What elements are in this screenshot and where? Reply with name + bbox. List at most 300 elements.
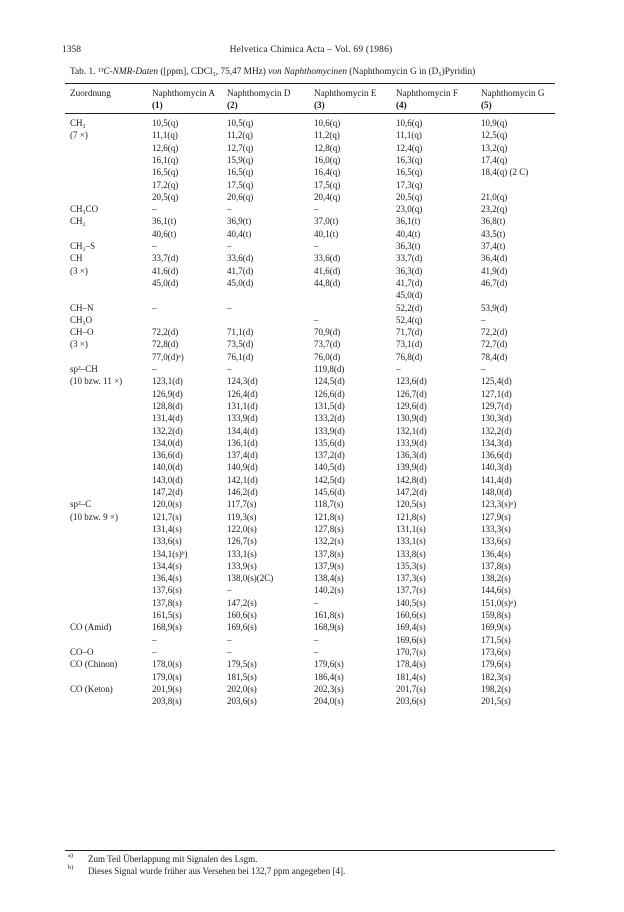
shift-cell: 136,4(s) — [152, 573, 182, 584]
table-row — [0, 117, 624, 129]
shift-cell: 170,7(s) — [396, 646, 426, 657]
shift-cell: 40,6(t) — [152, 228, 177, 239]
shift-cell: 137,7(s) — [396, 585, 426, 596]
shift-cell: 140,2(s) — [314, 585, 344, 596]
shift-cell: 134,3(d) — [481, 437, 512, 448]
shift-cell: 138,2(s) — [481, 573, 511, 584]
table-top-rule — [65, 83, 555, 84]
caption-title: ¹³C-NMR-Daten — [97, 67, 159, 77]
shift-cell: 136,6(d) — [152, 450, 183, 461]
shift-cell: 146,2(d) — [227, 487, 258, 497]
shift-cell: 17,5(q) — [314, 179, 341, 190]
shift-cell: 144,6(s) — [481, 585, 511, 596]
shift-cell: 40,4(t) — [396, 228, 421, 239]
shift-cell: 137,8(s) — [314, 548, 344, 559]
shift-cell: 134,0(d) — [152, 437, 183, 448]
footnote-b: b) Dieses Signal wurde früher aus Versehen bei 132,7 ppm angegeben [4]. — [68, 864, 346, 876]
row-assignment: CH₂–S — [70, 241, 96, 251]
table-row — [0, 461, 624, 473]
shift-cell: 117,7(s) — [227, 499, 257, 510]
column-header-naphthomycin-f: Naphthomycin F (4) — [396, 88, 459, 110]
shift-cell: 169,9(s) — [481, 622, 511, 633]
shift-cell: 179,6(s) — [314, 659, 344, 670]
shift-cell: 178,4(s) — [396, 659, 426, 670]
shift-cell: 198,2(s) — [481, 683, 511, 694]
shift-cell: 179,6(s) — [481, 659, 511, 670]
shift-cell: – — [227, 634, 232, 645]
table-row — [0, 363, 624, 375]
table-row — [0, 203, 624, 215]
shift-cell: – — [152, 302, 157, 313]
table-row — [0, 412, 624, 424]
shift-cell: 171,5(s) — [481, 634, 511, 645]
shift-cell: 36,3(t) — [396, 241, 421, 251]
shift-cell: 147,2(s) — [227, 597, 257, 608]
shift-cell: 123,6(d) — [396, 376, 427, 387]
shift-cell: 126,7(s) — [227, 536, 257, 547]
shift-cell: 36,3(d) — [396, 265, 423, 276]
shift-cell: 161,8(s) — [314, 610, 344, 620]
shift-cell: 21,0(q) — [481, 191, 508, 202]
shift-cell: 52,2(d) — [396, 302, 423, 313]
shift-cell: 136,6(d) — [481, 450, 512, 461]
shift-cell: 169,4(s) — [396, 622, 426, 633]
shift-cell: – — [314, 646, 319, 657]
shift-cell: – — [152, 634, 157, 645]
caption-conditions: ([ppm], CDCl₃, 75,47 MHz) — [158, 67, 269, 77]
shift-cell: 11,1(q) — [396, 130, 422, 141]
row-assignment: (3 ×) — [70, 339, 88, 350]
shift-cell: 33,7(d) — [396, 253, 423, 264]
row-assignment: CH — [70, 253, 83, 264]
shift-cell: 41,9(d) — [481, 265, 508, 276]
shift-cell: 12,4(q) — [396, 142, 423, 153]
row-assignment: CH–O — [70, 327, 94, 338]
shift-cell: 120,0(s) — [152, 499, 182, 510]
table-row — [0, 215, 624, 227]
shift-cell: 203,6(s) — [396, 696, 426, 707]
shift-cell: 137,8(s) — [152, 597, 182, 608]
shift-cell: 128,8(d) — [152, 400, 183, 411]
shift-cell: 138,0(s)(2C) — [227, 573, 274, 584]
shift-cell: 142,5(d) — [314, 474, 345, 485]
table-row — [0, 511, 624, 523]
shift-cell: 17,3(q) — [396, 179, 423, 190]
table-row — [0, 584, 624, 596]
shift-cell: 12,7(q) — [227, 142, 254, 153]
shift-cell: 135,6(d) — [314, 437, 345, 448]
shift-cell: 76,1(d) — [227, 351, 254, 362]
shift-cell: 127,1(d) — [481, 388, 512, 399]
shift-cell: 133,9(d) — [396, 437, 427, 448]
shift-cell: 159,8(s) — [481, 610, 511, 620]
shift-cell: 133,9(d) — [314, 425, 345, 436]
shift-cell: 16,0(q) — [314, 154, 341, 165]
shift-cell: 13,2(q) — [481, 142, 508, 153]
shift-cell: 45,0(d) — [227, 277, 254, 288]
shift-cell: 181,4(s) — [396, 671, 426, 682]
shift-cell: 140,3(d) — [481, 462, 512, 473]
shift-cell: 33,6(d) — [227, 253, 254, 264]
table-caption — [70, 67, 560, 77]
footnote-a: a) Zum Teil Überlappung mit Signalen des Lsgm. — [68, 852, 258, 864]
shift-cell: 33,7(d) — [152, 253, 179, 264]
table-row — [0, 289, 624, 301]
shift-cell: 132,2(s) — [314, 536, 344, 547]
table-row — [0, 179, 624, 191]
shift-cell: – — [227, 241, 232, 251]
shift-cell: 151,0(s)ᵃ) — [481, 597, 517, 608]
shift-cell: 132,2(d) — [481, 425, 512, 436]
row-assignment: CH₂ — [70, 216, 86, 227]
shift-cell: 120,5(s) — [396, 499, 426, 510]
shift-cell: 20,4(q) — [314, 191, 341, 202]
shift-cell: – — [227, 585, 232, 596]
table-header-rule — [65, 113, 555, 114]
shift-cell: 72,7(d) — [481, 339, 508, 350]
row-assignment: CO–O — [70, 646, 94, 657]
column-header-naphthomycin-d: Naphthomycin D (2) — [227, 88, 291, 110]
shift-cell: 33,6(d) — [314, 253, 341, 264]
shift-cell: – — [152, 646, 157, 657]
shift-cell: 16,5(q) — [227, 167, 254, 178]
shift-cell: 169,6(s) — [227, 622, 257, 633]
row-assignment: CO (Keton) — [70, 683, 113, 694]
shift-cell: 121,7(s) — [152, 511, 182, 522]
shift-cell: 127,8(s) — [314, 523, 344, 534]
shift-cell: – — [314, 241, 319, 251]
table-row — [0, 400, 624, 412]
shift-cell: 126,6(d) — [314, 388, 345, 399]
table-row — [0, 265, 624, 277]
shift-cell: 201,5(s) — [481, 696, 511, 707]
table-row — [0, 683, 624, 695]
shift-cell: 168,9(s) — [152, 622, 182, 633]
caption-prefix: Tab. 1. — [70, 67, 98, 77]
shift-cell: 134,4(s) — [152, 560, 182, 571]
shift-cell: 118,7(s) — [314, 499, 344, 510]
shift-cell: 10,5(q) — [152, 118, 179, 128]
shift-cell: – — [227, 204, 232, 215]
shift-cell: 122,0(s) — [227, 523, 257, 534]
table-row — [0, 609, 624, 621]
row-assignment: (10 bzw. 9 ×) — [70, 511, 118, 522]
shift-cell: 121,8(s) — [396, 511, 426, 522]
shift-cell: 73,7(d) — [314, 339, 341, 350]
shift-cell: 133,1(s) — [396, 536, 426, 547]
shift-cell: 11,2(q) — [314, 130, 340, 141]
shift-cell: 136,1(d) — [227, 437, 258, 448]
table-bottom-rule — [65, 850, 555, 851]
shift-cell: 133,2(d) — [314, 413, 345, 424]
shift-cell: 134,1(s)ᵇ) — [152, 548, 188, 559]
shift-cell: 73,5(d) — [227, 339, 254, 350]
shift-cell: 36,8(t) — [481, 216, 506, 227]
shift-cell: 173,6(s) — [481, 646, 511, 657]
shift-cell: 179,5(s) — [227, 659, 257, 670]
shift-cell: 202,0(s) — [227, 683, 257, 694]
shift-cell: 147,2(d) — [152, 487, 183, 497]
shift-cell: 43,5(t) — [481, 228, 506, 239]
table-row — [0, 252, 624, 264]
shift-cell: 148,0(d) — [481, 487, 512, 497]
page-number: 1358 — [62, 45, 81, 55]
shift-cell: 137,8(s) — [481, 560, 511, 571]
shift-cell: 169,6(s) — [396, 634, 426, 645]
table-row — [0, 449, 624, 461]
shift-cell: 37,4(t) — [481, 241, 506, 251]
shift-cell: 36,1(t) — [396, 216, 421, 227]
table-row — [0, 228, 624, 240]
shift-cell: 201,7(s) — [396, 683, 426, 694]
table-row — [0, 388, 624, 400]
shift-cell: 204,0(s) — [314, 696, 344, 707]
shift-cell: 126,7(d) — [396, 388, 427, 399]
shift-cell: 131,4(s) — [152, 523, 182, 534]
shift-cell: 130,3(d) — [481, 413, 512, 424]
shift-cell: – — [314, 634, 319, 645]
shift-cell: 16,5(q) — [396, 167, 423, 178]
shift-cell: 137,3(s) — [396, 573, 426, 584]
shift-cell: 133,3(s) — [481, 523, 511, 534]
shift-cell: 129,7(d) — [481, 400, 512, 411]
shift-cell: 147,2(d) — [396, 487, 427, 497]
table-row — [0, 437, 624, 449]
shift-cell: 10,5(q) — [227, 118, 254, 128]
shift-cell: 130,9(d) — [396, 413, 427, 424]
table-row — [0, 326, 624, 338]
shift-cell: 203,6(s) — [227, 696, 257, 707]
shift-cell: 41,6(d) — [152, 265, 179, 276]
shift-cell: 17,4(q) — [481, 154, 508, 165]
row-assignment: CH₃ — [70, 118, 86, 128]
shift-cell: 139,9(d) — [396, 462, 427, 473]
column-header-naphthomycin-e: Naphthomycin E (3) — [314, 88, 377, 110]
shift-cell: 11,1(q) — [152, 130, 178, 141]
table-row — [0, 646, 624, 658]
table-row — [0, 338, 624, 350]
table-row — [0, 621, 624, 633]
shift-cell: 52,4(q) — [396, 314, 423, 325]
shift-cell: 18,4(q) (2 C) — [481, 167, 529, 178]
row-assignment: CH₃O — [70, 314, 93, 325]
shift-cell: 131,5(d) — [314, 400, 345, 411]
shift-cell: 127,9(s) — [481, 511, 511, 522]
table-row — [0, 474, 624, 486]
shift-cell: 45,0(d) — [152, 277, 179, 288]
shift-cell: 20,5(q) — [152, 191, 179, 202]
shift-cell: 41,7(d) — [396, 277, 423, 288]
caption-note: (Naphthomycin G in (D₅)Pyridin) — [346, 67, 476, 77]
row-assignment: CH–N — [70, 302, 94, 313]
table-row — [0, 425, 624, 437]
shift-cell: 10,6(q) — [396, 118, 423, 128]
row-assignment: (10 bzw. 11 ×) — [70, 376, 123, 387]
row-assignment: CH₃CO — [70, 204, 99, 215]
shift-cell: – — [227, 646, 232, 657]
shift-cell: 40,1(t) — [314, 228, 339, 239]
shift-cell: 44,8(d) — [314, 277, 341, 288]
shift-cell: – — [227, 364, 232, 374]
shift-cell: 12,6(q) — [152, 142, 179, 153]
shift-cell: 160,6(s) — [396, 610, 426, 620]
table-row — [0, 548, 624, 560]
shift-cell: 137,2(d) — [314, 450, 345, 461]
shift-cell: 36,1(t) — [152, 216, 177, 227]
table-row — [0, 302, 624, 314]
shift-cell: 133,6(s) — [152, 536, 182, 547]
shift-cell: 137,6(s) — [152, 585, 182, 596]
shift-cell: 133,9(s) — [227, 560, 257, 571]
table-row — [0, 240, 624, 252]
shift-cell: 131,1(d) — [227, 400, 258, 411]
table-row — [0, 535, 624, 547]
shift-cell: 123,3(s)ᵃ) — [481, 499, 517, 510]
shift-cell: 136,4(s) — [481, 548, 511, 559]
shift-cell: 36,9(t) — [227, 216, 252, 227]
shift-cell: 15,9(q) — [227, 154, 254, 165]
row-assignment: (3 ×) — [70, 265, 88, 276]
shift-cell: 129,6(d) — [396, 400, 427, 411]
shift-cell: 78,4(d) — [481, 351, 508, 362]
shift-cell: – — [314, 597, 319, 608]
shift-cell: 201,9(s) — [152, 683, 182, 694]
shift-cell: 186,4(s) — [314, 671, 344, 682]
shift-cell: 37,0(t) — [314, 216, 339, 227]
table-row — [0, 154, 624, 166]
shift-cell: 16,5(q) — [152, 167, 179, 178]
shift-cell: 140,0(d) — [152, 462, 183, 473]
table-row — [0, 671, 624, 683]
shift-cell: 36,4(d) — [481, 253, 508, 264]
shift-cell: 41,6(d) — [314, 265, 341, 276]
shift-cell: 142,1(d) — [227, 474, 258, 485]
table-row — [0, 523, 624, 535]
shift-cell: 136,3(d) — [396, 450, 427, 461]
caption-subject: von Naphthomycinen — [268, 67, 347, 77]
shift-cell: 53,9(d) — [481, 302, 508, 313]
shift-cell: 182,3(s) — [481, 671, 511, 682]
shift-cell: 137,9(s) — [314, 560, 344, 571]
row-assignment: (7 ×) — [70, 130, 88, 141]
shift-cell: 142,8(d) — [396, 474, 427, 485]
shift-cell: 124,5(d) — [314, 376, 345, 387]
shift-cell: – — [314, 314, 319, 325]
shift-cell: 126,9(d) — [152, 388, 183, 399]
table-row — [0, 634, 624, 646]
shift-cell: 141,4(d) — [481, 474, 512, 485]
table-row — [0, 486, 624, 498]
shift-cell: 131,1(s) — [396, 523, 426, 534]
shift-cell: – — [481, 314, 486, 325]
shift-cell: 202,3(s) — [314, 683, 344, 694]
shift-cell: 179,0(s) — [152, 671, 182, 682]
shift-cell: 71,1(d) — [227, 327, 254, 338]
shift-cell: 16,4(q) — [314, 167, 341, 178]
row-assignment: sp²–CH — [70, 364, 98, 374]
shift-cell: 11,2(q) — [227, 130, 253, 141]
shift-cell: 125,4(d) — [481, 376, 512, 387]
table-footnotes — [68, 853, 558, 877]
shift-cell: 40,4(t) — [227, 228, 252, 239]
table-row — [0, 351, 624, 363]
table-row — [0, 129, 624, 141]
table-row — [0, 695, 624, 707]
shift-cell: 126,4(d) — [227, 388, 258, 399]
row-assignment: CO (Amid) — [70, 622, 112, 633]
shift-cell: 160,6(s) — [227, 610, 257, 620]
shift-cell: 10,6(q) — [314, 118, 341, 128]
shift-cell: 140,9(d) — [227, 462, 258, 473]
row-assignment: sp²–C — [70, 499, 92, 510]
shift-cell: 143,0(d) — [152, 474, 183, 485]
shift-cell: 10,9(q) — [481, 118, 508, 128]
shift-cell: 12,8(q) — [314, 142, 341, 153]
table-row — [0, 375, 624, 387]
shift-cell: 132,1(d) — [396, 425, 427, 436]
shift-cell: – — [314, 204, 319, 215]
shift-cell: 119,8(d) — [314, 364, 345, 374]
shift-cell: 17,5(q) — [227, 179, 254, 190]
shift-cell: 72,2(d) — [152, 327, 179, 338]
shift-cell: 76,8(d) — [396, 351, 423, 362]
shift-cell: – — [481, 364, 486, 374]
table-row — [0, 498, 624, 510]
table-row — [0, 166, 624, 178]
table-row — [0, 191, 624, 203]
shift-cell: 23,0(q) — [396, 204, 423, 215]
shift-cell: 140,5(s) — [396, 597, 426, 608]
column-header-zuordnung: Zuordnung — [70, 88, 111, 98]
shift-cell: 133,1(s) — [227, 548, 257, 559]
column-header-naphthomycin-g: Naphthomycin G (5) — [481, 88, 545, 110]
shift-cell: – — [152, 241, 157, 251]
shift-cell: 23,2(q) — [481, 204, 508, 215]
shift-cell: 45,0(d) — [396, 290, 423, 301]
shift-cell: 132,2(d) — [152, 425, 183, 436]
row-assignment: CO (Chinon) — [70, 659, 118, 670]
shift-cell: 20,6(q) — [227, 191, 254, 202]
shift-cell: 145,6(d) — [314, 487, 345, 497]
page-header — [62, 45, 560, 59]
table-row — [0, 277, 624, 289]
shift-cell: 134,4(d) — [227, 425, 258, 436]
shift-cell: 121,8(s) — [314, 511, 344, 522]
shift-cell: 41,7(d) — [227, 265, 254, 276]
shift-cell: 133,6(s) — [481, 536, 511, 547]
shift-cell: 131,4(d) — [152, 413, 183, 424]
table-row — [0, 572, 624, 584]
shift-cell: – — [227, 302, 232, 313]
shift-cell: 72,8(d) — [152, 339, 179, 350]
table-row — [0, 560, 624, 572]
shift-cell: 124,3(d) — [227, 376, 258, 387]
table-row — [0, 142, 624, 154]
shift-cell: 12,5(q) — [481, 130, 508, 141]
shift-cell: 20,5(q) — [396, 191, 423, 202]
shift-cell: 76,0(d) — [314, 351, 341, 362]
shift-cell: 123,1(d) — [152, 376, 183, 387]
shift-cell: – — [396, 364, 401, 374]
shift-cell: 70,9(d) — [314, 327, 341, 338]
shift-cell: 71,7(d) — [396, 327, 423, 338]
table-row — [0, 314, 624, 326]
shift-cell: – — [152, 204, 157, 215]
shift-cell: 178,0(s) — [152, 659, 182, 670]
shift-cell: 133,9(d) — [227, 413, 258, 424]
shift-cell: 133,8(s) — [396, 548, 426, 559]
table-row — [0, 658, 624, 670]
